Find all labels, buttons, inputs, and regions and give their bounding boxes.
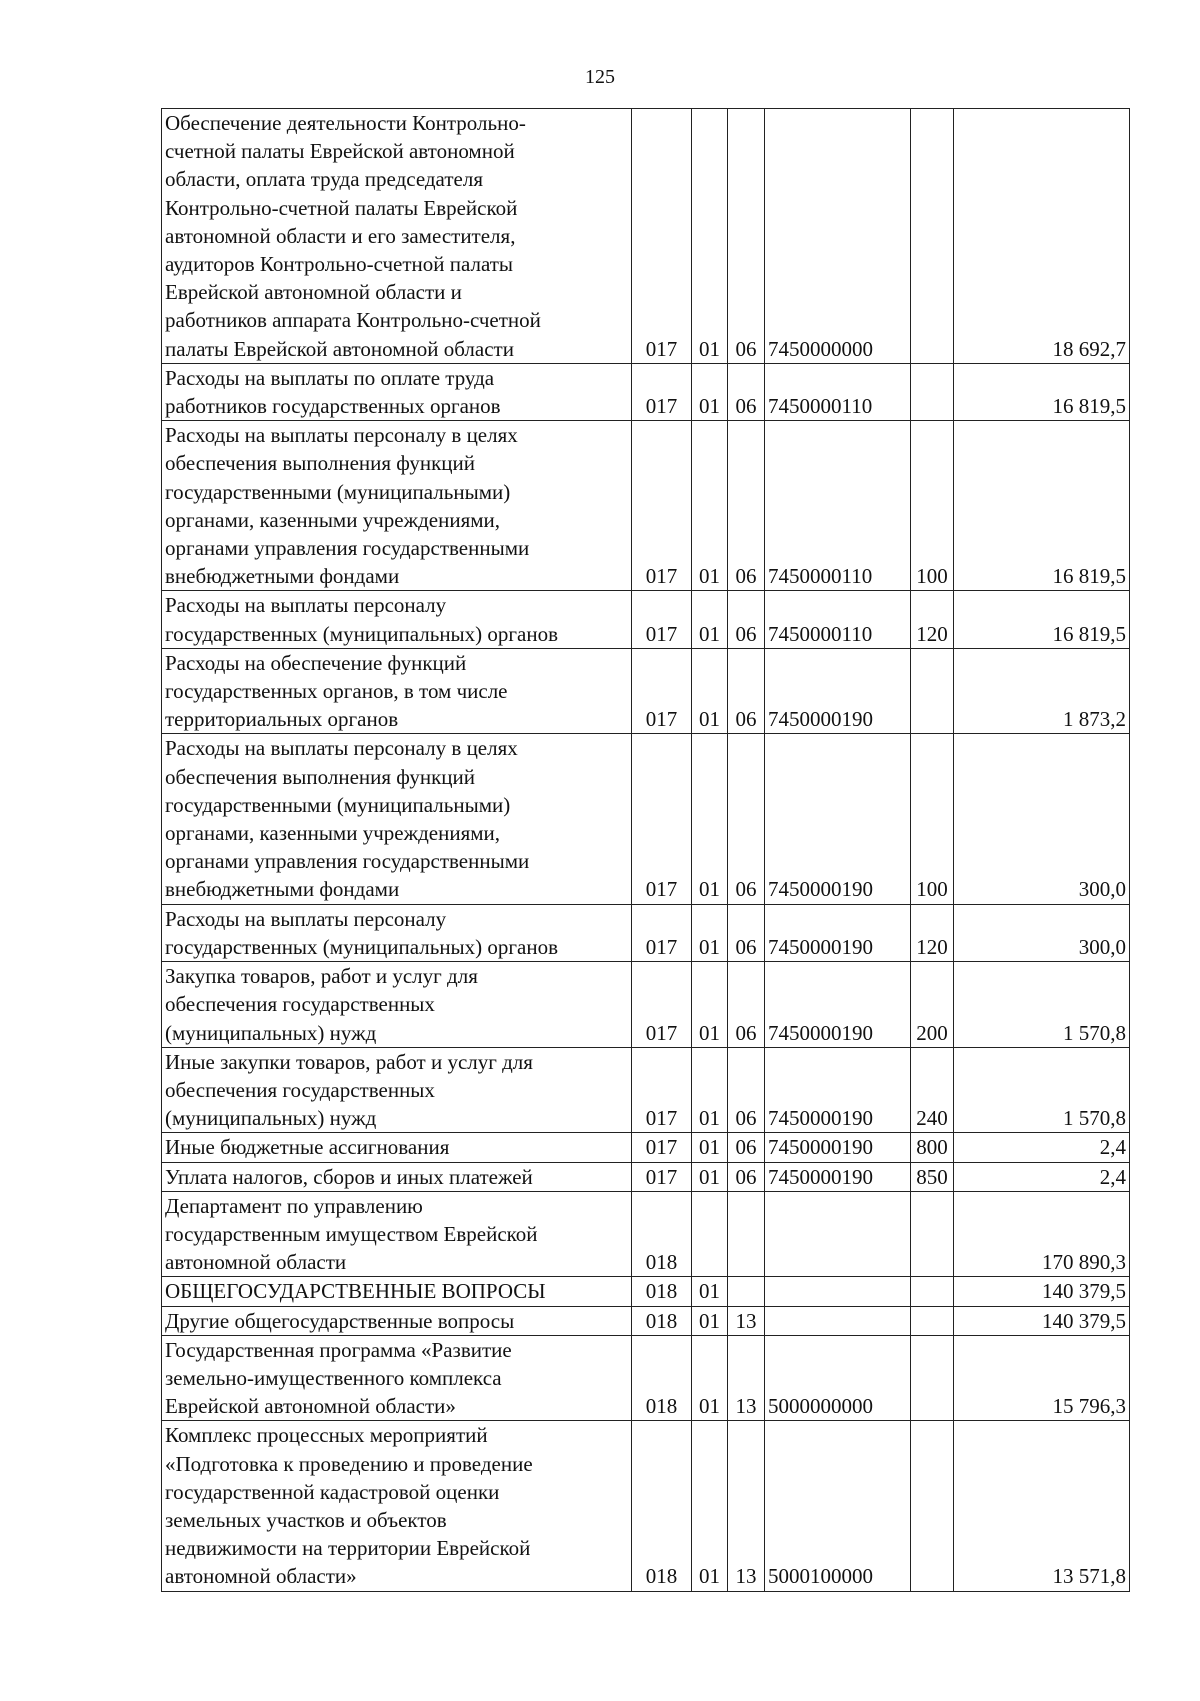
table-row: [162, 962, 1130, 1048]
expense-name-cell: Закупка товаров, работ и услуг для обеспечения государственных (муниципальных) нужд: [162, 962, 632, 1048]
expense-name-cell: Иные бюджетные ассигнования: [162, 1133, 632, 1162]
expense-type-code-cell: [911, 1335, 954, 1421]
table-row: [162, 363, 1130, 420]
subsection-code-cell: 06: [728, 1162, 765, 1191]
subsection-code-cell: 06: [728, 1047, 765, 1133]
table-row: [162, 1306, 1130, 1335]
expense-type-code-cell: 100: [911, 734, 954, 904]
expense-type-code-cell: 240: [911, 1047, 954, 1133]
grbs-code-cell: 017: [632, 1047, 692, 1133]
budget-table: [161, 108, 1130, 1592]
section-code-cell: 01: [692, 962, 728, 1048]
grbs-code-cell: 017: [632, 1162, 692, 1191]
subsection-code-cell: 13: [728, 1335, 765, 1421]
expense-name-cell: Другие общегосударственные вопросы: [162, 1306, 632, 1335]
section-code-cell: 01: [692, 109, 728, 364]
amount-cell: 1 570,8: [954, 1047, 1130, 1133]
subsection-code-cell: 06: [728, 734, 765, 904]
section-code-cell: 01: [692, 421, 728, 591]
grbs-code-cell: 017: [632, 109, 692, 364]
amount-cell: 2,4: [954, 1133, 1130, 1162]
grbs-code-cell: 017: [632, 648, 692, 734]
target-item-code-cell: 7450000110: [765, 363, 911, 420]
grbs-code-cell: 017: [632, 962, 692, 1048]
subsection-code-cell: 13: [728, 1306, 765, 1335]
expense-name-cell: ОБЩЕГОСУДАРСТВЕННЫЕ ВОПРОСЫ: [162, 1277, 632, 1306]
amount-cell: 1 873,2: [954, 648, 1130, 734]
table-row: [162, 591, 1130, 648]
target-item-code-cell: 7450000190: [765, 962, 911, 1048]
table-row: [162, 1421, 1130, 1591]
expense-name-cell: Комплекс процессных мероприятий «Подготовка к проведению и проведение государственной кадастровой оценки земельных участков и объектов недвижимости на территории Еврейской автономной области»: [162, 1421, 632, 1591]
table-row: [162, 1191, 1130, 1277]
table-row: [162, 1047, 1130, 1133]
subsection-code-cell: 06: [728, 962, 765, 1048]
expense-type-code-cell: [911, 1421, 954, 1591]
section-code-cell: 01: [692, 648, 728, 734]
amount-cell: 1 570,8: [954, 962, 1130, 1048]
target-item-code-cell: 7450000190: [765, 734, 911, 904]
expense-type-code-cell: 120: [911, 904, 954, 961]
subsection-code-cell: 06: [728, 363, 765, 420]
amount-cell: 16 819,5: [954, 363, 1130, 420]
amount-cell: 15 796,3: [954, 1335, 1130, 1421]
table-body: [162, 109, 1130, 1592]
expense-name-cell: Обеспечение деятельности Контрольно- счетной палаты Еврейской автономной области, оплата труда председателя Контрольно-счетной палаты Еврейской автономной области и его заместителя, аудиторов Контрольно-счетной палаты Еврейской автономной области и работников аппарата Контрольно-счетной палаты Еврейской автономной области: [162, 109, 632, 364]
subsection-code-cell: [728, 1277, 765, 1306]
grbs-code-cell: 018: [632, 1335, 692, 1421]
target-item-code-cell: [765, 1306, 911, 1335]
expense-type-code-cell: [911, 109, 954, 364]
target-item-code-cell: 7450000190: [765, 1047, 911, 1133]
section-code-cell: 01: [692, 363, 728, 420]
amount-cell: 300,0: [954, 734, 1130, 904]
grbs-code-cell: 017: [632, 734, 692, 904]
table-row: [162, 648, 1130, 734]
target-item-code-cell: 5000100000: [765, 1421, 911, 1591]
expense-type-code-cell: 120: [911, 591, 954, 648]
subsection-code-cell: 06: [728, 904, 765, 961]
expense-type-code-cell: [911, 648, 954, 734]
table-row: [162, 1277, 1130, 1306]
amount-cell: 300,0: [954, 904, 1130, 961]
amount-cell: 16 819,5: [954, 421, 1130, 591]
target-item-code-cell: [765, 1191, 911, 1277]
grbs-code-cell: 017: [632, 363, 692, 420]
section-code-cell: 01: [692, 734, 728, 904]
subsection-code-cell: 06: [728, 648, 765, 734]
target-item-code-cell: 7450000190: [765, 1162, 911, 1191]
amount-cell: 2,4: [954, 1162, 1130, 1191]
expense-type-code-cell: [911, 1306, 954, 1335]
grbs-code-cell: 017: [632, 591, 692, 648]
amount-cell: 18 692,7: [954, 109, 1130, 364]
section-code-cell: 01: [692, 1306, 728, 1335]
expense-name-cell: Расходы на выплаты персоналу государственных (муниципальных) органов: [162, 591, 632, 648]
amount-cell: 140 379,5: [954, 1277, 1130, 1306]
section-code-cell: 01: [692, 1133, 728, 1162]
subsection-code-cell: 06: [728, 421, 765, 591]
subsection-code-cell: [728, 1191, 765, 1277]
subsection-code-cell: 13: [728, 1421, 765, 1591]
table-row: [162, 1133, 1130, 1162]
section-code-cell: 01: [692, 1047, 728, 1133]
subsection-code-cell: 06: [728, 109, 765, 364]
target-item-code-cell: 7450000110: [765, 591, 911, 648]
target-item-code-cell: 7450000190: [765, 1133, 911, 1162]
section-code-cell: 01: [692, 1277, 728, 1306]
target-item-code-cell: 5000000000: [765, 1335, 911, 1421]
amount-cell: 16 819,5: [954, 591, 1130, 648]
amount-cell: 170 890,3: [954, 1191, 1130, 1277]
page-number: 125: [585, 66, 615, 88]
table-row: [162, 109, 1130, 364]
expense-name-cell: Расходы на выплаты персоналу в целях обеспечения выполнения функций государственными (муниципальными) органами, казенными учреждениями, органами управления государственными внебюджетными фондами: [162, 734, 632, 904]
subsection-code-cell: 06: [728, 591, 765, 648]
section-code-cell: 01: [692, 904, 728, 961]
expense-type-code-cell: 800: [911, 1133, 954, 1162]
table-row: [162, 734, 1130, 904]
table-row: [162, 1162, 1130, 1191]
expense-name-cell: Расходы на обеспечение функций государственных органов, в том числе территориальных органов: [162, 648, 632, 734]
grbs-code-cell: 018: [632, 1191, 692, 1277]
grbs-code-cell: 018: [632, 1306, 692, 1335]
subsection-code-cell: 06: [728, 1133, 765, 1162]
section-code-cell: 01: [692, 1335, 728, 1421]
expense-name-cell: Государственная программа «Развитие земельно-имущественного комплекса Еврейской автономной области»: [162, 1335, 632, 1421]
expense-name-cell: Расходы на выплаты персоналу в целях обеспечения выполнения функций государственными (муниципальными) органами, казенными учреждениями, органами управления государственными внебюджетными фондами: [162, 421, 632, 591]
expense-type-code-cell: [911, 1277, 954, 1306]
grbs-code-cell: 017: [632, 1133, 692, 1162]
target-item-code-cell: 7450000000: [765, 109, 911, 364]
expense-type-code-cell: 850: [911, 1162, 954, 1191]
expense-name-cell: Расходы на выплаты по оплате труда работников государственных органов: [162, 363, 632, 420]
expense-type-code-cell: [911, 363, 954, 420]
target-item-code-cell: [765, 1277, 911, 1306]
table-row: [162, 1335, 1130, 1421]
section-code-cell: 01: [692, 1162, 728, 1191]
section-code-cell: 01: [692, 1421, 728, 1591]
expense-type-code-cell: [911, 1191, 954, 1277]
section-code-cell: 01: [692, 591, 728, 648]
grbs-code-cell: 017: [632, 421, 692, 591]
target-item-code-cell: 7450000190: [765, 904, 911, 961]
expense-name-cell: Департамент по управлению государственным имуществом Еврейской автономной области: [162, 1191, 632, 1277]
grbs-code-cell: 018: [632, 1421, 692, 1591]
target-item-code-cell: 7450000110: [765, 421, 911, 591]
section-code-cell: [692, 1191, 728, 1277]
grbs-code-cell: 017: [632, 904, 692, 961]
expense-type-code-cell: 200: [911, 962, 954, 1048]
target-item-code-cell: 7450000190: [765, 648, 911, 734]
expense-name-cell: Иные закупки товаров, работ и услуг для обеспечения государственных (муниципальных) нужд: [162, 1047, 632, 1133]
expense-name-cell: Уплата налогов, сборов и иных платежей: [162, 1162, 632, 1191]
table-row: [162, 904, 1130, 961]
amount-cell: 140 379,5: [954, 1306, 1130, 1335]
expense-type-code-cell: 100: [911, 421, 954, 591]
grbs-code-cell: 018: [632, 1277, 692, 1306]
expense-name-cell: Расходы на выплаты персоналу государственных (муниципальных) органов: [162, 904, 632, 961]
table-row: [162, 421, 1130, 591]
amount-cell: 13 571,8: [954, 1421, 1130, 1591]
